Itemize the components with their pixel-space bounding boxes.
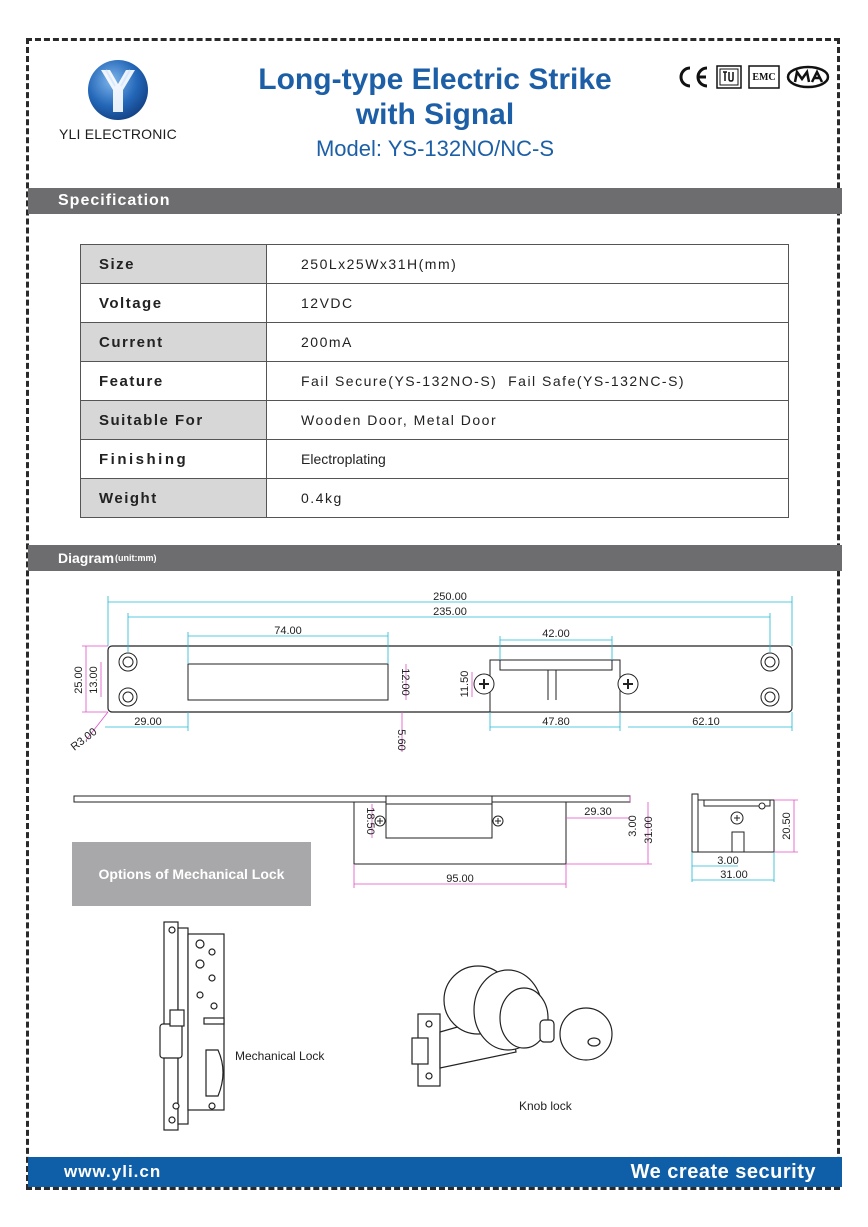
slogan: We create security [630,1160,816,1183]
specification-title: Specification [58,192,171,209]
diagram-title: Diagram [58,550,115,566]
strike-top-view [108,646,792,712]
spec-value: 250Lx25Wx31H(mm) [267,245,789,284]
dim-18-5: 18.50 [364,807,376,835]
spec-label: Weight [81,479,267,518]
dim-47-8: 47.80 [542,716,570,728]
spec-value: 12VDC [267,284,789,323]
dim-235: 235.00 [433,606,467,618]
dim-74: 74.00 [274,625,302,637]
dim-42: 42.00 [542,628,570,640]
dim-12: 12.00 [399,668,411,696]
spec-label: Voltage [81,284,267,323]
options-mechanical-lock-box [72,842,311,906]
dim-13: 13.00 [88,666,100,694]
knob-lock-illustration [412,966,612,1086]
dim-3-side: 3.00 [627,815,639,837]
dim-20-5: 20.50 [781,812,793,840]
dim-29-3: 29.30 [584,806,612,818]
brand-name: YLI ELECTRONIC [59,126,177,142]
spec-label: Suitable For [81,401,267,440]
website-link[interactable]: www.yli.cn [64,1162,162,1181]
dim-250: 250.00 [433,591,467,603]
strike-end-view [692,794,774,852]
dim-62-1: 62.10 [692,716,720,728]
svg-text:EMC: EMC [752,72,776,83]
dim-31-side: 31.00 [643,816,655,844]
spec-label: Feature [81,362,267,401]
spec-label: Finishing [81,440,267,479]
spec-value: 200mA [267,323,789,362]
knob-lock-caption: Knob lock [519,1099,572,1113]
dim-31-end: 31.00 [720,869,748,881]
options-title: Options of Mechanical Lock [98,866,285,882]
dim-29: 29.00 [134,716,162,728]
dim-3-end: 3.00 [717,855,739,867]
spec-label: Size [81,245,267,284]
spec-value: Wooden Door, Metal Door [267,401,789,440]
mechanical-lock-caption: Mechanical Lock [235,1049,325,1063]
dim-11-5: 11.50 [459,670,471,698]
spec-label: Current [81,323,267,362]
dim-r3: R3.00 [68,725,100,754]
spec-value: Electroplating [267,440,789,479]
mechanical-lock-illustration [160,922,224,1130]
spec-value: 0.4kg [267,479,789,518]
dim-5-6: 5.60 [395,729,407,751]
dim-25: 25.00 [73,666,85,694]
spec-value: Fail Secure(YS-132NO-S) Fail Safe(YS-132NC-S) [267,362,789,401]
model-number: Model: YS-132NO/NC-S [315,136,554,161]
dim-95: 95.00 [446,873,474,885]
diagram-unit: (unit:mm) [115,553,157,563]
product-title-line1: Long-type Electric Strike [258,63,612,96]
product-title-line2: with Signal [355,98,515,131]
footer-bar [28,1157,842,1187]
